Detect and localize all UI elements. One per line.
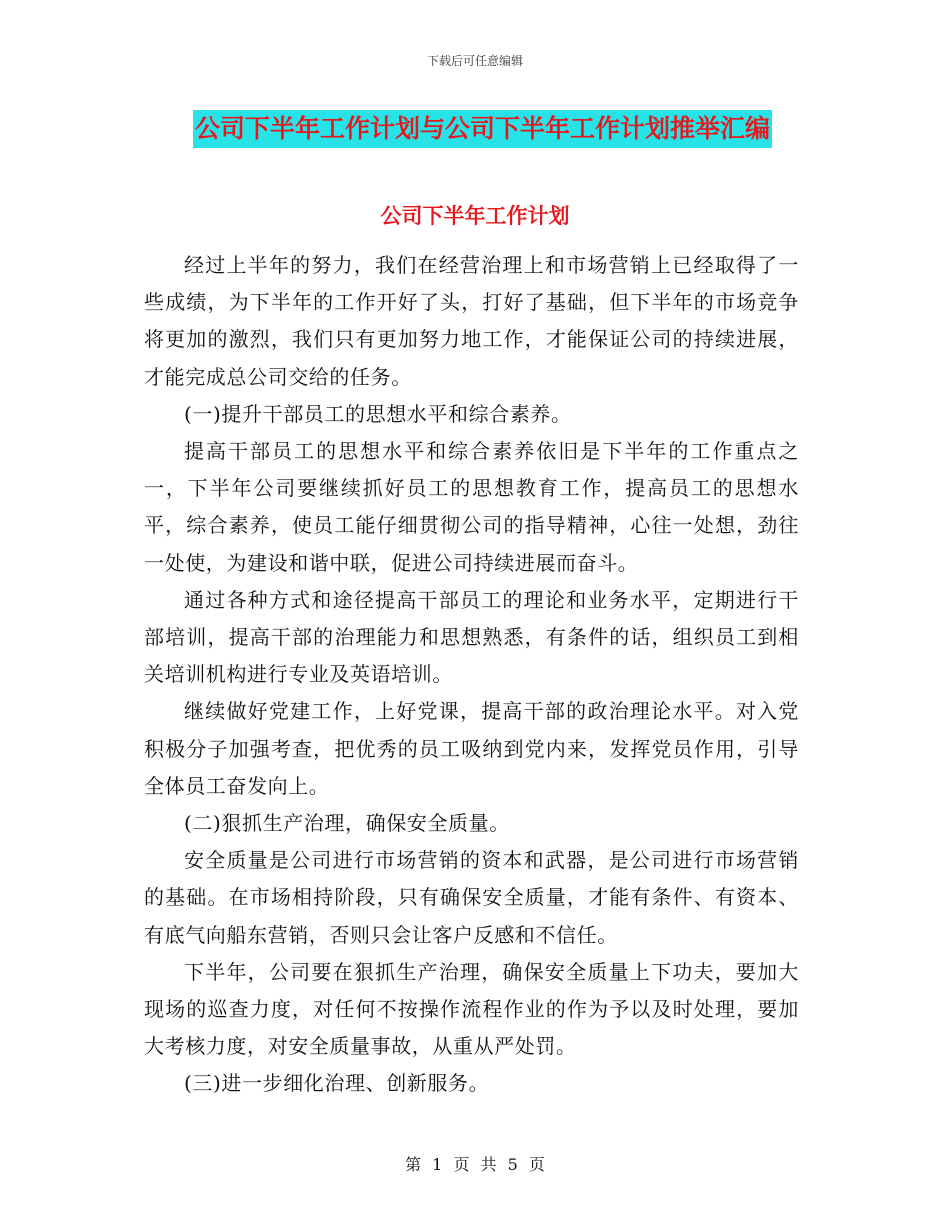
paragraph: 安全质量是公司进行市场营销的资本和武器，是公司进行市场营销的基础。在市场相持阶段，只有确保安全质量，才能有条件、有资本、有底气向船东营销，否则只会让客户反感和不信任。 [144,848,799,947]
paragraph-intro: 经过上半年的努力，我们在经营治理上和市场营销上已经取得了一些成绩，为下半年的工作开好了头，打好了基础，但下半年的市场竞争将更加的激烈，我们只有更加努力地工作，才能保证公司的持续进展，才能完成总公司交给的任务。 [144,253,799,389]
paragraph-heading-2: (二)狠抓生产治理，确保安全质量。 [184,811,510,836]
paragraph: 通过各种方式和途径提高干部员工的理论和业务水平，定期进行干部培训，提高干部的治理能力和思想熟悉，有条件的话，组织员工到相关培训机构进行专业及英语培训。 [144,587,799,687]
page-number-footer: 第 1 页 共 5 页 [405,1155,545,1174]
paragraph-heading-3: (三)进一步细化治理、创新服务。 [184,1071,490,1096]
paragraph-heading-1: (一)提升干部员工的思想水平和综合素养。 [184,401,572,426]
document-title-container [193,110,803,148]
section-title: 公司下半年工作计划 [380,204,570,228]
paragraph: 下半年，公司要在狠抓生产治理，确保安全质量上下功夫，要加大现场的巡查力度，对任何不按操作流程作业的作为予以及时处理，要加大考核力度，对安全质量事故，从重从严处罚。 [144,959,799,1059]
paragraph: 提高干部员工的思想水平和综合素养依旧是下半年的工作重点之一，下半年公司要继续抓好员工的思想教育工作，提高员工的思想水平，综合素养，使员工能仔细贯彻公司的指导精神，心往一处想，劲往一处使，为建设和谐中联，促进公司持续进展而奋斗。 [144,439,799,575]
paragraph: 继续做好党建工作，上好党课，提高干部的政治理论水平。对入党积极分子加强考查，把优秀的员工吸纳到党内来，发挥党员作用，引导全体员工奋发向上。 [144,699,799,798]
page-header-note: 下载后可任意编辑 [426,54,523,68]
document-body [144,247,799,1103]
document-title: 公司下半年工作计划与公司下半年工作计划推举汇编 [193,110,772,148]
